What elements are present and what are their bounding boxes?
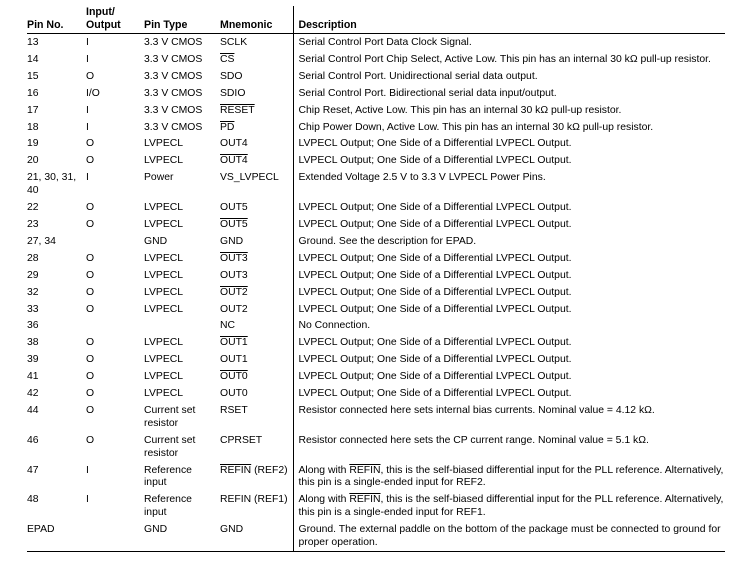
description-cell-text: Serial Control Port. Unidirectional serial data output. xyxy=(298,70,538,82)
io-cell-text: I xyxy=(86,37,89,48)
io-cell-text: O xyxy=(86,404,95,416)
pin-number-cell xyxy=(27,169,83,199)
pin-number-cell-text: 14 xyxy=(27,53,39,65)
table-row xyxy=(27,51,725,68)
pin-type-cell-text: LVPECL xyxy=(144,388,184,400)
mnemonic-cell xyxy=(217,119,293,136)
pin-number-cell-text: 13 xyxy=(27,37,39,48)
io-cell-text: I xyxy=(86,172,89,184)
io-cell-text: I/O xyxy=(86,87,100,99)
pin-number-cell-text: 17 xyxy=(27,104,39,116)
pin-type-cell xyxy=(141,432,217,462)
io-cell xyxy=(83,233,141,250)
pin-type-cell-text: 3.3 V CMOS xyxy=(144,37,203,48)
description-cell-text: LVPECL Output; One Side of a Differential LVPECL Output. xyxy=(298,202,572,214)
mnemonic-cell xyxy=(217,135,293,152)
table-row xyxy=(27,135,725,152)
pin-number-cell xyxy=(27,216,83,233)
pin-number-cell xyxy=(27,432,83,462)
description-cell-text: Resistor connected here sets the CP current range. Nominal value = 5.1 kΩ. xyxy=(298,434,649,446)
mnemonic-cell-text: NC xyxy=(220,320,236,332)
pin-type-cell xyxy=(141,102,217,119)
description-cell xyxy=(293,432,725,462)
pin-type-cell xyxy=(141,51,217,68)
description-cell xyxy=(293,351,725,368)
table-row xyxy=(27,491,725,521)
pin-number-cell xyxy=(27,491,83,521)
pin-number-cell xyxy=(27,385,83,402)
table-row xyxy=(27,521,725,551)
mnemonic-cell xyxy=(217,385,293,402)
description-cell-text: LVPECL Output; One Side of a Differential LVPECL Output. xyxy=(298,155,572,167)
pin-number-cell-text: 23 xyxy=(27,218,39,230)
io-cell xyxy=(83,267,141,284)
pin-type-cell xyxy=(141,334,217,351)
description-cell-text: Resistor connected here sets internal bias currents. Nominal value = 4.12 kΩ. xyxy=(298,404,655,416)
io-cell-text: O xyxy=(86,155,95,167)
pin-type-cell-text: GND xyxy=(144,524,168,536)
description-cell-text: Serial Control Port Data Clock Signal. xyxy=(298,37,472,48)
pin-number-cell-text: 47 xyxy=(27,464,39,476)
mnemonic-cell-text: OUT4 xyxy=(220,138,248,150)
mnemonic-cell-text: GND xyxy=(220,235,244,247)
io-cell xyxy=(83,119,141,136)
mnemonic-cell xyxy=(217,34,293,51)
mnemonic-cell xyxy=(217,334,293,351)
io-cell-text: O xyxy=(86,286,95,298)
pin-number-cell-text: EPAD xyxy=(27,524,55,536)
io-cell-text: O xyxy=(86,202,95,214)
pin-number-cell xyxy=(27,85,83,102)
description-part: , this is the self-biased differential input for the PLL reference. Alternatively, this pin is a single-ended input for REF1. xyxy=(298,494,724,519)
description-cell xyxy=(293,250,725,267)
mnemonic-cell-text: SDIO xyxy=(220,87,246,99)
mnemonic-cell xyxy=(217,233,293,250)
description-cell-text: LVPECL Output; One Side of a Differential LVPECL Output. xyxy=(298,218,572,230)
pin-number-cell-text: 20 xyxy=(27,155,39,167)
pin-type-cell xyxy=(141,233,217,250)
pin-number-cell xyxy=(27,68,83,85)
pin-number-cell-text: 33 xyxy=(27,303,39,315)
pin-type-cell-text: Reference input xyxy=(144,464,192,489)
pin-type-cell xyxy=(141,368,217,385)
io-cell-text: O xyxy=(86,269,95,281)
mnemonic-cell xyxy=(217,351,293,368)
pin-number-cell-text: 29 xyxy=(27,269,39,281)
header-pin-no: Pin No. xyxy=(27,6,83,34)
io-cell xyxy=(83,34,141,51)
io-cell-text: O xyxy=(86,434,95,446)
pin-number-cell xyxy=(27,351,83,368)
io-cell-text: I xyxy=(86,464,89,476)
mnemonic-cell xyxy=(217,491,293,521)
mnemonic-cell xyxy=(217,462,293,492)
description-cell-text: LVPECL Output; One Side of a Differential LVPECL Output. xyxy=(298,337,572,349)
table-header-row xyxy=(27,6,725,34)
description-cell xyxy=(293,284,725,301)
io-cell xyxy=(83,462,141,492)
pin-number-cell xyxy=(27,199,83,216)
description-cell-text: LVPECL Output; One Side of a Differential LVPECL Output. xyxy=(298,286,572,298)
pin-number-cell-text: 44 xyxy=(27,404,39,416)
pin-type-cell-text: Current set resistor xyxy=(144,404,196,429)
pin-type-cell-text: LVPECL xyxy=(144,252,184,264)
description-cell xyxy=(293,85,725,102)
pin-type-cell xyxy=(141,119,217,136)
pin-type-cell xyxy=(141,85,217,102)
table-row xyxy=(27,233,725,250)
pin-type-cell xyxy=(141,169,217,199)
pin-type-cell-text: LVPECL xyxy=(144,269,184,281)
io-cell xyxy=(83,432,141,462)
description-cell xyxy=(293,119,725,136)
mnemonic-cell xyxy=(217,169,293,199)
mnemonic-cell xyxy=(217,284,293,301)
table-row xyxy=(27,301,725,318)
description-cell xyxy=(293,402,725,432)
pin-number-cell xyxy=(27,102,83,119)
table-row xyxy=(27,267,725,284)
description-cell xyxy=(293,199,725,216)
table-row xyxy=(27,284,725,301)
description-cell-text: Serial Control Port Chip Select, Active Low. This pin has an internal 30 kΩ pull-up resistor. xyxy=(298,53,711,65)
pin-type-cell-text: LVPECL xyxy=(144,155,184,167)
io-cell xyxy=(83,51,141,68)
description-part: Along with xyxy=(298,464,350,476)
io-cell-text: I xyxy=(86,53,89,65)
pin-type-cell xyxy=(141,491,217,521)
table-row xyxy=(27,169,725,199)
io-cell xyxy=(83,85,141,102)
mnemonic-cell xyxy=(217,521,293,551)
table-row xyxy=(27,368,725,385)
description-cell-text: Serial Control Port. Bidirectional serial data input/output. xyxy=(298,87,557,99)
pin-number-cell xyxy=(27,135,83,152)
header-io-line2: Output xyxy=(86,19,121,31)
description-cell xyxy=(293,462,725,492)
pin-type-cell xyxy=(141,267,217,284)
table-row xyxy=(27,34,725,51)
mnemonic-cell-text: $\overline{PD}$ xyxy=(220,121,235,133)
io-cell-text: O xyxy=(86,252,95,264)
header-mnemonic: Mnemonic xyxy=(217,6,293,34)
mnemonic-cell-text: GND xyxy=(220,524,244,536)
io-cell xyxy=(83,317,141,334)
description-cell xyxy=(293,491,725,521)
description-cell xyxy=(293,34,725,51)
io-cell xyxy=(83,250,141,267)
mnemonic-cell-text: $\overline{CS}$ xyxy=(220,53,235,65)
pin-type-cell-text: 3.3 V CMOS xyxy=(144,53,203,65)
description-cell-text: Extended Voltage 2.5 V to 3.3 V LVPECL Power Pins. xyxy=(298,172,546,184)
mnemonic-cell xyxy=(217,267,293,284)
description-cell-text: LVPECL Output; One Side of a Differential LVPECL Output. xyxy=(298,354,572,366)
pin-type-cell-text: LVPECL xyxy=(144,354,184,366)
mnemonic-cell-text: RESET xyxy=(220,104,255,116)
pin-type-cell xyxy=(141,250,217,267)
pin-type-cell-text: Current set resistor xyxy=(144,434,196,459)
pin-number-cell-text: 15 xyxy=(27,70,39,82)
description-cell xyxy=(293,68,725,85)
table-row xyxy=(27,317,725,334)
mnemonic-part: REFIN (REF1) xyxy=(220,494,288,506)
pin-number-cell-text: 48 xyxy=(27,494,39,506)
io-cell xyxy=(83,351,141,368)
description-cell xyxy=(293,385,725,402)
io-cell xyxy=(83,135,141,152)
pin-type-cell-text: LVPECL xyxy=(144,218,184,230)
io-cell xyxy=(83,491,141,521)
mnemonic-cell xyxy=(217,317,293,334)
pin-type-cell-text: LVPECL xyxy=(144,286,184,298)
mnemonic-part: REFIN xyxy=(220,464,252,476)
description-cell-text: Chip Reset, Active Low. This pin has an internal 30 kΩ pull-up resistor. xyxy=(298,104,622,116)
description-cell xyxy=(293,368,725,385)
pin-number-cell xyxy=(27,152,83,169)
description-cell xyxy=(293,267,725,284)
mnemonic-cell xyxy=(217,51,293,68)
mnemonic-cell-text: OUT5 xyxy=(220,202,248,214)
mnemonic-cell-text: SCLK xyxy=(220,37,248,48)
pin-number-cell xyxy=(27,119,83,136)
pin-number-cell-text: 36 xyxy=(27,320,39,332)
description-part: REFIN xyxy=(349,464,381,476)
pin-type-cell xyxy=(141,284,217,301)
mnemonic-cell xyxy=(217,216,293,233)
io-cell-text: O xyxy=(86,218,95,230)
pin-type-cell xyxy=(141,152,217,169)
description-cell-text: LVPECL Output; One Side of a Differential LVPECL Output. xyxy=(298,252,572,264)
pin-number-cell-text: 16 xyxy=(27,87,39,99)
pin-number-cell-text: 21, 30, 31, 40 xyxy=(27,172,77,197)
pin-type-cell xyxy=(141,385,217,402)
pin-function-table xyxy=(27,6,725,552)
mnemonic-cell-text: OUT2 xyxy=(220,286,248,298)
description-cell-text: LVPECL Output; One Side of a Differential LVPECL Output. xyxy=(298,388,572,400)
description-cell-text: Chip Power Down, Active Low. This pin has an internal 30 kΩ pull-up resistor. xyxy=(298,121,654,133)
io-cell-text: O xyxy=(86,388,95,400)
mnemonic-cell-text: OUT3 xyxy=(220,252,248,264)
description-cell xyxy=(293,135,725,152)
mnemonic-cell-text: VS_LVPECL xyxy=(220,172,279,184)
pin-type-cell-text: LVPECL xyxy=(144,337,184,349)
pin-number-cell xyxy=(27,368,83,385)
pin-type-cell xyxy=(141,462,217,492)
table-row xyxy=(27,462,725,492)
pin-type-cell xyxy=(141,199,217,216)
mnemonic-cell xyxy=(217,432,293,462)
pin-number-cell-text: 41 xyxy=(27,371,39,383)
pin-type-cell xyxy=(141,216,217,233)
mnemonic-cell xyxy=(217,68,293,85)
mnemonic-cell xyxy=(217,250,293,267)
header-input-output xyxy=(83,6,141,34)
mnemonic-cell-text: OUT4 xyxy=(220,155,248,167)
mnemonic-cell-text: OUT1 xyxy=(220,337,248,349)
table-row xyxy=(27,432,725,462)
table-row xyxy=(27,119,725,136)
table-row xyxy=(27,199,725,216)
pin-type-cell-text: LVPECL xyxy=(144,371,184,383)
pin-number-cell-text: 28 xyxy=(27,252,39,264)
io-cell xyxy=(83,102,141,119)
header-io-line1: Input/ xyxy=(86,6,115,18)
pin-number-cell xyxy=(27,34,83,51)
description-cell xyxy=(293,317,725,334)
header-pin-type: Pin Type xyxy=(141,6,217,34)
description-cell-text: LVPECL Output; One Side of a Differential LVPECL Output. xyxy=(298,371,572,383)
description-cell-text: Ground. See the description for EPAD. xyxy=(298,235,477,247)
pin-type-cell-text: 3.3 V CMOS xyxy=(144,104,203,116)
mnemonic-cell xyxy=(217,402,293,432)
mnemonic-cell-text: OUT1 xyxy=(220,354,248,366)
pin-type-cell-text: LVPECL xyxy=(144,202,184,214)
io-cell xyxy=(83,334,141,351)
description-cell-text: LVPECL Output; One Side of a Differential LVPECL Output. xyxy=(298,138,572,150)
pin-number-cell xyxy=(27,267,83,284)
mnemonic-cell-text: RSET xyxy=(220,404,248,416)
pin-type-cell-text: 3.3 V CMOS xyxy=(144,121,203,133)
mnemonic-cell-text: CPRSET xyxy=(220,434,263,446)
description-cell-text: No Connection. xyxy=(298,320,371,332)
io-cell-text: I xyxy=(86,104,89,116)
table-row xyxy=(27,385,725,402)
pin-number-cell-text: 46 xyxy=(27,434,39,446)
mnemonic-cell-text: OUT0 xyxy=(220,388,248,400)
pin-type-cell-text: LVPECL xyxy=(144,303,184,315)
pin-type-cell-text: Reference input xyxy=(144,494,192,519)
io-cell xyxy=(83,284,141,301)
pin-type-cell-text: GND xyxy=(144,235,168,247)
mnemonic-part: (REF2) xyxy=(251,464,288,476)
pin-number-cell-text: 27, 34 xyxy=(27,235,56,247)
table-row xyxy=(27,402,725,432)
pin-type-cell xyxy=(141,301,217,318)
table-row xyxy=(27,102,725,119)
pin-type-cell xyxy=(141,351,217,368)
mnemonic-cell xyxy=(217,152,293,169)
io-cell xyxy=(83,169,141,199)
description-part: REFIN xyxy=(349,494,381,506)
io-cell xyxy=(83,385,141,402)
mnemonic-cell xyxy=(217,102,293,119)
pin-type-cell xyxy=(141,317,217,334)
pin-number-cell-text: 19 xyxy=(27,138,39,150)
pin-type-cell-text: 3.3 V CMOS xyxy=(144,87,203,99)
io-cell xyxy=(83,152,141,169)
pin-type-cell xyxy=(141,135,217,152)
io-cell xyxy=(83,402,141,432)
io-cell xyxy=(83,368,141,385)
pin-number-cell-text: 22 xyxy=(27,202,39,214)
io-cell-text: O xyxy=(86,303,95,315)
io-cell-text: O xyxy=(86,70,95,82)
description-cell xyxy=(293,521,725,551)
pin-number-cell xyxy=(27,284,83,301)
io-cell xyxy=(83,68,141,85)
pin-number-cell-text: 42 xyxy=(27,388,39,400)
description-cell xyxy=(293,102,725,119)
pin-type-cell xyxy=(141,68,217,85)
description-part: Along with xyxy=(298,494,350,506)
table-row xyxy=(27,152,725,169)
description-cell xyxy=(293,169,725,199)
description-cell xyxy=(293,51,725,68)
pin-type-cell xyxy=(141,521,217,551)
io-cell-text: I xyxy=(86,121,89,133)
pin-number-cell-text: 18 xyxy=(27,121,39,133)
mnemonic-cell-text: SDO xyxy=(220,70,243,82)
pin-number-cell xyxy=(27,233,83,250)
table-row xyxy=(27,334,725,351)
pin-number-cell xyxy=(27,301,83,318)
mnemonic-cell-text: OUT5 xyxy=(220,218,248,230)
mnemonic-cell xyxy=(217,368,293,385)
pin-number-cell-text: 32 xyxy=(27,286,39,298)
header-description: Description xyxy=(293,6,725,34)
mnemonic-cell-text: OUT2 xyxy=(220,303,248,315)
io-cell xyxy=(83,521,141,551)
pin-number-cell xyxy=(27,521,83,551)
io-cell-text: O xyxy=(86,138,95,150)
io-cell xyxy=(83,216,141,233)
io-cell-text: I xyxy=(86,494,89,506)
pin-type-cell-text: LVPECL xyxy=(144,138,184,150)
pin-type-cell xyxy=(141,34,217,51)
table-row xyxy=(27,85,725,102)
mnemonic-cell-text: OUT3 xyxy=(220,269,248,281)
description-cell xyxy=(293,152,725,169)
description-part: , this is the self-biased differential input for the PLL reference. Alternatively, this pin is a single-ended input for REF2. xyxy=(298,464,724,489)
description-cell xyxy=(293,233,725,250)
pin-type-cell-text: Power xyxy=(144,172,174,184)
io-cell-text: O xyxy=(86,354,95,366)
table-row xyxy=(27,68,725,85)
description-cell xyxy=(293,216,725,233)
pin-type-cell xyxy=(141,402,217,432)
description-cell xyxy=(293,301,725,318)
mnemonic-cell xyxy=(217,85,293,102)
table-row xyxy=(27,216,725,233)
io-cell xyxy=(83,301,141,318)
mnemonic-cell-text: OUT0 xyxy=(220,371,248,383)
table-row xyxy=(27,250,725,267)
pin-number-cell xyxy=(27,402,83,432)
description-cell-text: LVPECL Output; One Side of a Differential LVPECL Output. xyxy=(298,269,572,281)
pin-number-cell xyxy=(27,51,83,68)
io-cell-text: O xyxy=(86,371,95,383)
mnemonic-cell xyxy=(217,301,293,318)
mnemonic-cell xyxy=(217,199,293,216)
description-cell-text: LVPECL Output; One Side of a Differential LVPECL Output. xyxy=(298,303,572,315)
pin-number-cell xyxy=(27,462,83,492)
io-cell xyxy=(83,199,141,216)
pin-number-cell-text: 38 xyxy=(27,337,39,349)
pin-number-cell xyxy=(27,317,83,334)
io-cell-text: O xyxy=(86,337,95,349)
pin-type-cell-text: 3.3 V CMOS xyxy=(144,70,203,82)
pin-number-cell-text: 39 xyxy=(27,354,39,366)
table-row xyxy=(27,351,725,368)
pin-number-cell xyxy=(27,334,83,351)
description-cell-text: Ground. The external paddle on the bottom of the package must be connected to ground for proper operation. xyxy=(298,524,721,549)
description-cell xyxy=(293,334,725,351)
pin-number-cell xyxy=(27,250,83,267)
